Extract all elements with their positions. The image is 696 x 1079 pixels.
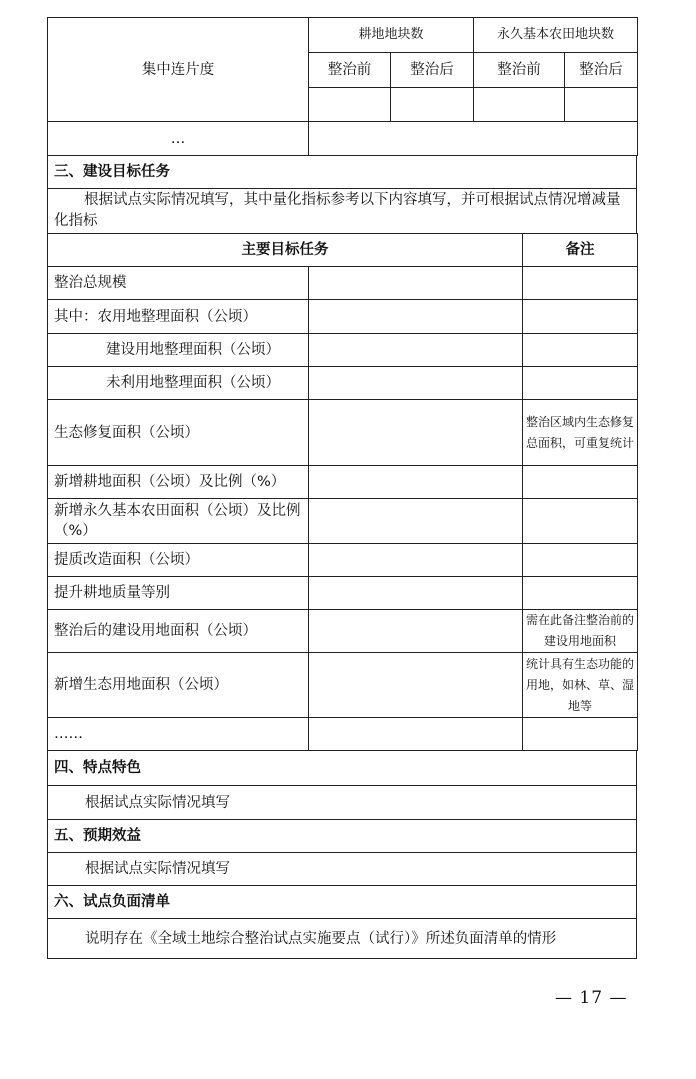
task-label: 新增生态用地面积（公顷）: [48, 653, 309, 718]
task-row: [48, 400, 638, 466]
task-row: [48, 334, 638, 367]
task-row: [48, 718, 638, 751]
task-row: [48, 499, 638, 544]
ellipsis-row-value[interactable]: [309, 122, 638, 156]
section4-table: [47, 750, 637, 959]
task-label: 提质改造面积（公顷）: [48, 544, 309, 577]
task-label: 建设用地整理面积（公顷）: [48, 334, 309, 367]
ellipsis-row-label: …: [48, 122, 309, 156]
farmland-before-cell[interactable]: [309, 88, 391, 122]
task-value-cell[interactable]: [309, 300, 523, 334]
task-note: [523, 334, 638, 367]
target-tasks-table: [47, 233, 638, 751]
task-note: 需在此备注整治前的建设用地面积: [523, 610, 638, 653]
task-note: [523, 499, 638, 544]
task-row: [48, 577, 638, 610]
task-row: [48, 367, 638, 400]
concentration-label: 集中连片度: [48, 18, 309, 122]
task-value-cell[interactable]: [309, 466, 523, 499]
task-label: 整治总规模: [48, 267, 309, 300]
task-note: 统计具有生态功能的用地，如林、草、湿地等: [523, 653, 638, 718]
task-value-cell[interactable]: [309, 334, 523, 367]
basic-after-header: 整治后: [565, 53, 638, 88]
task-note: [523, 577, 638, 610]
task-label: 新增永久基本农田面积（公顷）及比例（%）: [48, 499, 309, 544]
task-row: [48, 300, 638, 334]
task-note: [523, 544, 638, 577]
basic-before-cell[interactable]: [474, 88, 565, 122]
task-label: 未利用地整理面积（公顷）: [48, 367, 309, 400]
concentration-table: [47, 17, 638, 156]
task-row: [48, 610, 638, 653]
task-label: 提升耕地质量等别: [48, 577, 309, 610]
section3-heading: 三、建设目标任务: [48, 156, 637, 189]
task-note: 整治区域内生态修复总面积，可重复统计: [523, 400, 638, 466]
section3-header-table: [47, 155, 637, 234]
task-value-cell[interactable]: [309, 718, 523, 751]
basic-farmland-plots-header: 永久基本农田地块数: [474, 18, 638, 53]
col-note-header: 备注: [523, 234, 638, 267]
task-row: [48, 267, 638, 300]
section6-body[interactable]: 说明存在《全域土地综合整治试点实施要点（试行）》所述负面清单的情形: [48, 919, 637, 959]
task-label: 生态修复面积（公顷）: [48, 400, 309, 466]
task-row: [48, 544, 638, 577]
task-value-cell[interactable]: [309, 610, 523, 653]
section4-heading: 四、特点特色: [48, 751, 637, 786]
task-row: [48, 653, 638, 718]
task-note: [523, 300, 638, 334]
section6-heading: 六、试点负面清单: [48, 886, 637, 919]
farmland-plots-header: 耕地地块数: [309, 18, 474, 53]
section5-heading: 五、预期效益: [48, 820, 637, 853]
task-value-cell[interactable]: [309, 367, 523, 400]
farmland-before-header: 整治前: [309, 53, 391, 88]
task-value-cell[interactable]: [309, 400, 523, 466]
task-note: [523, 367, 638, 400]
farmland-after-cell[interactable]: [391, 88, 474, 122]
task-value-cell[interactable]: [309, 544, 523, 577]
task-value-cell[interactable]: [309, 267, 523, 300]
task-note: [523, 267, 638, 300]
task-value-cell[interactable]: [309, 577, 523, 610]
page-number: — 17 —: [555, 988, 628, 1008]
task-value-cell[interactable]: [309, 499, 523, 544]
basic-before-header: 整治前: [474, 53, 565, 88]
task-label: 其中：农用地整理面积（公顷）: [48, 300, 309, 334]
task-note: [523, 466, 638, 499]
task-label: ……: [48, 718, 309, 751]
basic-after-cell[interactable]: [565, 88, 638, 122]
farmland-after-header: 整治后: [391, 53, 474, 88]
section5-body[interactable]: 根据试点实际情况填写: [48, 853, 637, 886]
section4-body[interactable]: 根据试点实际情况填写: [48, 786, 637, 820]
task-label: 新增耕地面积（公顷）及比例（%）: [48, 466, 309, 499]
task-value-cell[interactable]: [309, 653, 523, 718]
task-row: [48, 466, 638, 499]
task-label: 整治后的建设用地面积（公顷）: [48, 610, 309, 653]
section3-instruction: 根据试点实际情况填写，其中量化指标参考以下内容填写，并可根据试点情况增减量化指标: [48, 189, 637, 234]
task-note: [523, 718, 638, 751]
col-task-header: 主要目标任务: [48, 234, 523, 267]
